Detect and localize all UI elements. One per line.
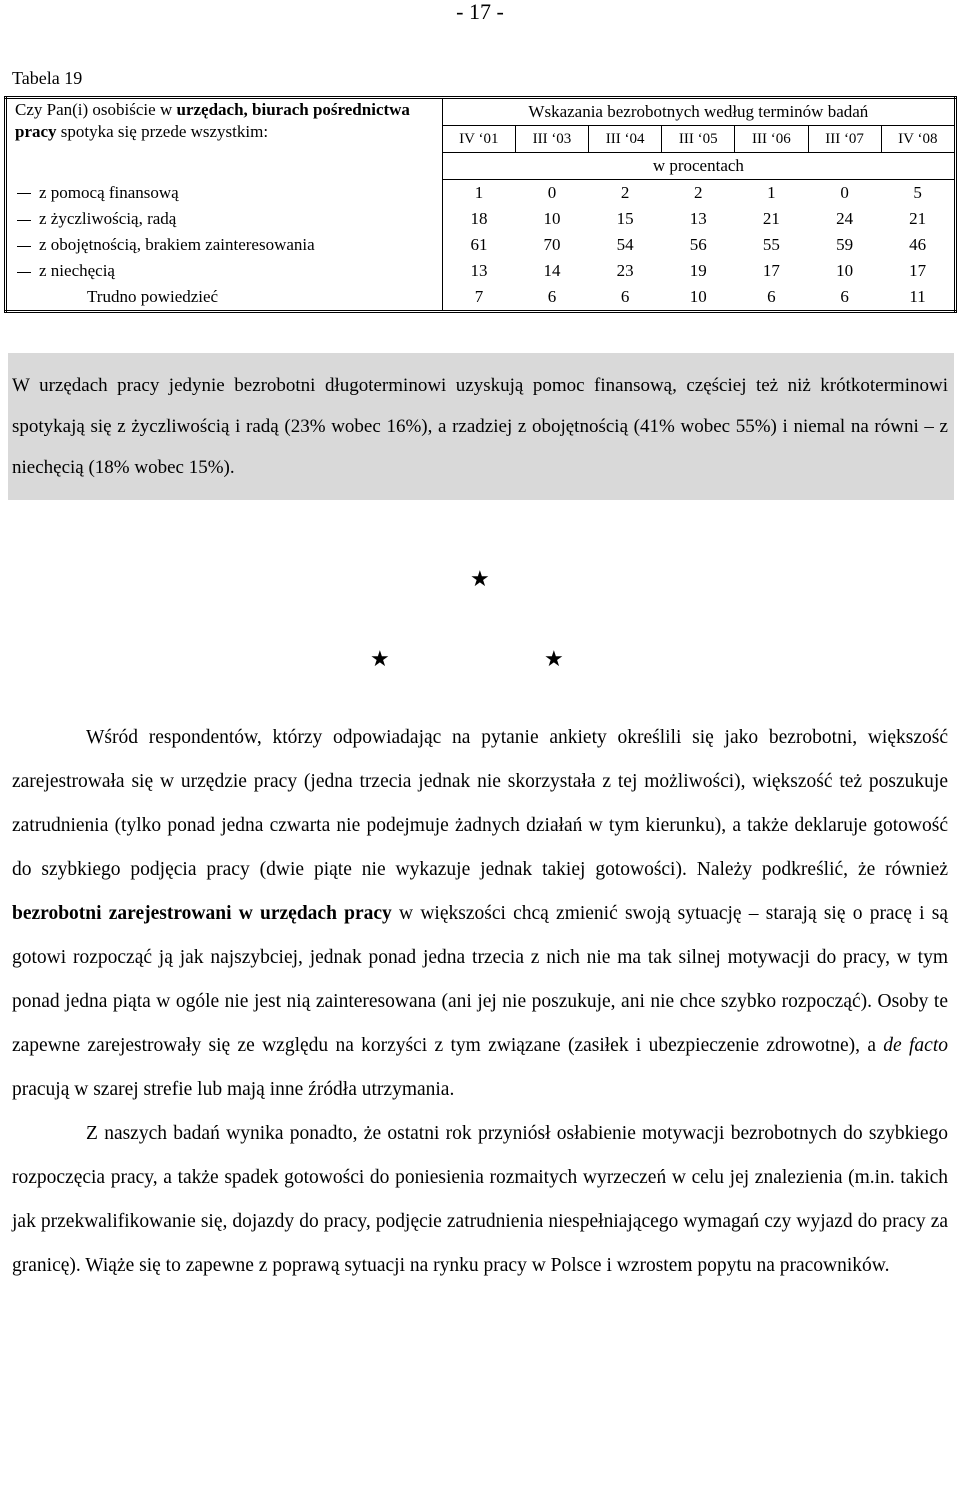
star-icon: ★ bbox=[544, 646, 564, 671]
table-row bbox=[6, 258, 956, 284]
table-row bbox=[6, 284, 956, 312]
paragraph-1-text-3: pracują w szarej strefie lub mają inne źródła utrzymania. bbox=[12, 1079, 455, 1100]
dash-marker bbox=[17, 193, 31, 194]
table-cell: 5 bbox=[913, 183, 922, 202]
table-row bbox=[6, 232, 956, 258]
table-cell: 54 bbox=[616, 235, 634, 254]
table-cell: 2 bbox=[620, 183, 630, 202]
star-icon: ★ bbox=[470, 566, 490, 591]
summary-box: W urzędach pracy jedynie bezrobotni długoterminowi uzyskują pomoc finansową, częściej też niż krótkoterminowi spotykają się z życzliwością i radą (23% wobec 16%), a rzadziej z obojętnością (41% wobec 55%) i niemal na równi – z niechęcią (18% wobec 15%). bbox=[8, 353, 954, 500]
table-cell: 24 bbox=[836, 209, 854, 228]
table-cell: 59 bbox=[836, 235, 854, 254]
wave-header: III ‘05 bbox=[662, 126, 735, 153]
question-text-1: Czy Pan(i) osobiście w bbox=[15, 100, 177, 119]
span-header: Wskazania bezrobotnych według terminów badań bbox=[442, 98, 955, 126]
paragraph-1-text-2: w większości chcą zmienić swoją sytuację – starają się o pracę i są gotowi rozpocząć ją jak najszybciej, jednak ponad jedna trzecia z nich nie ma tak silnej motywacji do pracy, w tym ponad jedna piąta w ogóle nie jest nią zainteresowana (ani jej nie poszukuje, ani nie chce szybko rozpocząć). Osoby te zapewne zarejestrowały się ze względu na korzyści z tym związane (zasiłek i ubezpieczenie zdrowotne), a bbox=[12, 903, 948, 1056]
wave-header: III ‘03 bbox=[515, 126, 588, 153]
table-cell: 23 bbox=[616, 261, 634, 280]
table-cell: 6 bbox=[547, 287, 557, 306]
table-cell: 6 bbox=[840, 287, 849, 306]
dash-marker bbox=[17, 246, 31, 247]
table-cell: 14 bbox=[543, 261, 561, 280]
table-cell: 13 bbox=[470, 261, 488, 280]
dash-marker bbox=[17, 272, 31, 273]
table-cell: 10 bbox=[836, 261, 854, 280]
paragraph-1-bold: bezrobotni zarejestrowani w urzędach pracy bbox=[12, 903, 392, 924]
table-cell: 6 bbox=[767, 287, 776, 306]
row-label bbox=[6, 206, 443, 232]
dash-marker bbox=[17, 220, 31, 221]
table-cell: 55 bbox=[762, 235, 780, 254]
table-cell: 17 bbox=[909, 261, 927, 280]
table-cell: 56 bbox=[689, 235, 707, 254]
question-text-2: spotyka się przede wszystkim: bbox=[56, 122, 269, 141]
question-text-bold: urzędach, biurach pośrednictwa pracy bbox=[15, 100, 410, 141]
table-cell: 10 bbox=[543, 209, 561, 228]
table-cell: 15 bbox=[616, 209, 634, 228]
star-icon: ★ bbox=[370, 646, 390, 671]
survey-table bbox=[4, 96, 957, 313]
wave-header: IV ‘08 bbox=[881, 126, 955, 153]
paragraph-1-text: Wśród respondentów, którzy odpowiadając na pytanie ankiety określili się jako bezrobotni, większość zarejestrowała się w urzędzie pracy (jedna trzecia jednak nie skorzystała z tej możliwości), większość też poszukuje zatrudnienia (tylko ponad jedna czwarta nie podejmuje żadnych działań w tym kierunku), a także deklaruje gotowość do szybkiego podjęcia pracy (dwie piąte nie wykazuje jednak takiej gotowości). Należy podkreślić, że również bbox=[12, 727, 948, 880]
row-label-text: z niechęcią bbox=[39, 261, 115, 280]
unit-label: w procentach bbox=[442, 153, 955, 180]
table-cell: 7 bbox=[474, 287, 484, 306]
table-cell: 0 bbox=[547, 183, 557, 202]
table-cell: 70 bbox=[543, 235, 561, 254]
table-row bbox=[6, 206, 956, 232]
table-cell: 46 bbox=[909, 235, 927, 254]
table-header-row bbox=[6, 98, 956, 126]
row-label-text: Trudno powiedzieć bbox=[87, 287, 219, 306]
table-cell: 1 bbox=[767, 183, 776, 202]
question-cell bbox=[6, 98, 443, 180]
paragraph-2: Z naszych badań wynika ponadto, że ostatni rok przyniósł osłabienie motywacji bezrobotnych do szybkiego rozpoczęcia pracy, a także spadek gotowości do poniesienia rozmaitych wyrzeczeń w celu jej znalezienia (m.in. takich jak przekwalifikowanie się, dojazdy do pracy, podjęcie zatrudnienia niespełniającego wymagań czy wyjazd do pracy za granicę). Wiąże się to zapewne z poprawą sytuacji na rynku pracy w Polsce i wzrostem popytu na pracowników. bbox=[12, 1123, 948, 1276]
table-cell: 61 bbox=[470, 235, 488, 254]
row-label bbox=[6, 284, 443, 312]
row-label bbox=[6, 180, 443, 207]
row-label bbox=[6, 232, 443, 258]
table-cell: 2 bbox=[694, 183, 703, 202]
wave-header: III ‘06 bbox=[735, 126, 808, 153]
table-caption: Tabela 19 bbox=[12, 68, 83, 88]
table-cell: 17 bbox=[762, 261, 780, 280]
row-label-text: z pomocą finansową bbox=[39, 182, 179, 202]
table-row bbox=[6, 180, 956, 207]
table-cell: 1 bbox=[474, 183, 484, 202]
wave-header: IV ‘01 bbox=[442, 126, 515, 153]
table-cell: 0 bbox=[840, 183, 849, 202]
table-cell: 19 bbox=[689, 261, 707, 280]
row-label-text: z życzliwością, radą bbox=[39, 209, 177, 228]
table-cell: 13 bbox=[689, 209, 707, 228]
table-cell: 18 bbox=[470, 209, 488, 228]
paragraph-1-italic: de facto bbox=[883, 1035, 948, 1056]
table-cell: 6 bbox=[620, 287, 630, 306]
table-cell: 10 bbox=[689, 287, 707, 306]
wave-header: III ‘04 bbox=[589, 126, 662, 153]
page-number: - 17 - bbox=[456, 0, 504, 24]
body-text bbox=[12, 716, 948, 1288]
wave-header: III ‘07 bbox=[808, 126, 881, 153]
table-cell: 11 bbox=[909, 287, 926, 306]
table-cell: 21 bbox=[909, 209, 927, 228]
table-cell: 21 bbox=[762, 209, 780, 228]
paragraph-1 bbox=[12, 716, 948, 1112]
row-label bbox=[6, 258, 443, 284]
row-label-text: z obojętnością, brakiem zainteresowania bbox=[39, 235, 315, 254]
